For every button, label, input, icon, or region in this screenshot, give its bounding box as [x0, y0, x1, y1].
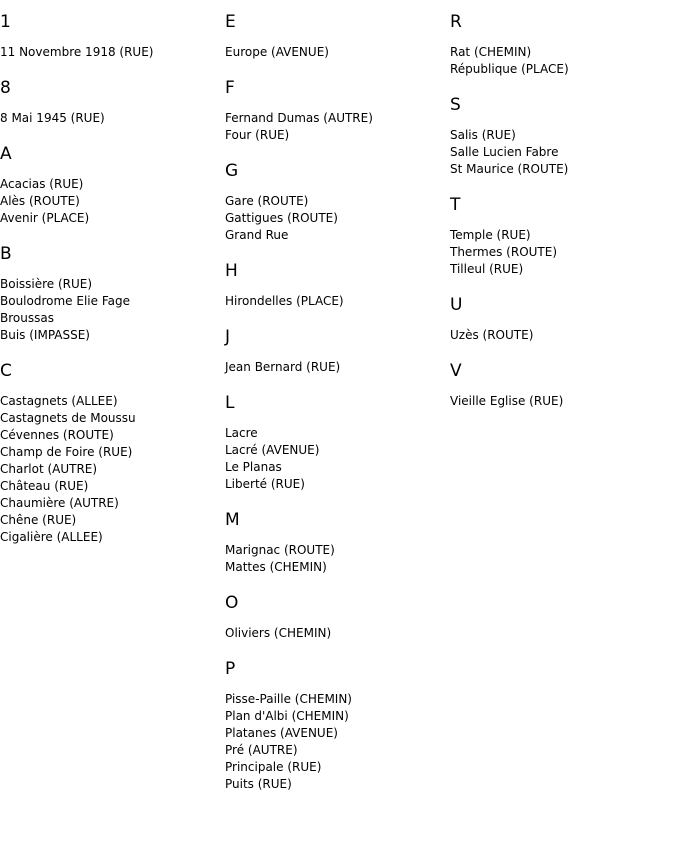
- letter-section: [450, 195, 675, 278]
- street-link[interactable]: Cévennes (ROUTE): [0, 428, 114, 442]
- street-link[interactable]: Buis (IMPASSE): [0, 328, 90, 342]
- street-link[interactable]: Champ de Foire (RUE): [0, 445, 133, 459]
- section-letter-heading: V: [450, 361, 462, 381]
- street-link[interactable]: Four (RUE): [225, 128, 290, 142]
- street-list: [225, 293, 450, 310]
- street-list: [450, 327, 675, 344]
- section-letter-heading: A: [0, 144, 12, 164]
- section-letter-heading: B: [0, 244, 12, 264]
- street-link[interactable]: Castagnets de Moussu: [0, 411, 136, 425]
- street-column-2: [225, 12, 450, 810]
- street-list: [225, 625, 450, 642]
- street-link[interactable]: Europe (AVENUE): [225, 45, 329, 59]
- street-list: [225, 425, 450, 493]
- street-list: [225, 110, 450, 144]
- street-link[interactable]: Lacre: [225, 426, 258, 440]
- street-link[interactable]: Fernand Dumas (AUTRE): [225, 111, 373, 125]
- letter-section: [0, 244, 225, 344]
- street-link[interactable]: Liberté (RUE): [225, 477, 305, 491]
- letter-section: [0, 361, 225, 546]
- section-letter-heading: J: [225, 327, 231, 347]
- section-letter-heading: H: [225, 261, 238, 281]
- letter-section: [225, 393, 450, 493]
- letter-section: [225, 12, 450, 61]
- street-link[interactable]: Thermes (ROUTE): [450, 245, 558, 259]
- street-link[interactable]: Gare (ROUTE): [225, 194, 309, 208]
- street-link[interactable]: Oliviers (CHEMIN): [225, 626, 332, 640]
- street-link[interactable]: Salle Lucien Fabre: [450, 145, 559, 159]
- letter-section: [225, 78, 450, 144]
- street-link[interactable]: Jean Bernard (RUE): [225, 360, 341, 374]
- section-letter-heading: O: [225, 593, 239, 613]
- street-list: [0, 176, 225, 227]
- letter-section: [0, 144, 225, 227]
- section-letter-heading: P: [225, 659, 236, 679]
- street-link[interactable]: Rat (CHEMIN): [450, 45, 532, 59]
- section-letter-heading: U: [450, 295, 463, 315]
- street-link[interactable]: St Maurice (ROUTE): [450, 162, 569, 176]
- street-link[interactable]: Uzès (ROUTE): [450, 328, 534, 342]
- street-column-3: [450, 12, 675, 427]
- street-list: [450, 227, 675, 278]
- letter-section: [450, 361, 675, 410]
- street-list: [0, 393, 225, 546]
- letter-section: [225, 510, 450, 576]
- section-letter-heading: 8: [0, 78, 11, 98]
- letter-section: [450, 95, 675, 178]
- street-link[interactable]: Boissière (RUE): [0, 277, 93, 291]
- section-letter-heading: E: [225, 12, 236, 32]
- street-link[interactable]: Vieille Eglise (RUE): [450, 394, 564, 408]
- street-link[interactable]: Castagnets (ALLEE): [0, 394, 118, 408]
- street-link[interactable]: Lacré (AVENUE): [225, 443, 320, 457]
- street-link[interactable]: Acacias (RUE): [0, 177, 84, 191]
- street-link[interactable]: Platanes (AVENUE): [225, 726, 338, 740]
- street-list: [225, 542, 450, 576]
- street-link[interactable]: Gattigues (ROUTE): [225, 211, 338, 225]
- section-letter-heading: C: [0, 361, 12, 381]
- street-list: [0, 44, 225, 61]
- street-link[interactable]: Hirondelles (PLACE): [225, 294, 344, 308]
- street-link[interactable]: 8 Mai 1945 (RUE): [0, 111, 105, 125]
- street-link[interactable]: Temple (RUE): [450, 228, 531, 242]
- street-link[interactable]: Cigalière (ALLEE): [0, 530, 103, 544]
- street-link[interactable]: Salis (RUE): [450, 128, 516, 142]
- street-link[interactable]: Avenir (PLACE): [0, 211, 90, 225]
- street-link[interactable]: Boulodrome Elie Fage: [0, 294, 130, 308]
- street-link[interactable]: Grand Rue: [225, 228, 289, 242]
- street-link[interactable]: 11 Novembre 1918 (RUE): [0, 45, 154, 59]
- street-link[interactable]: Puits (RUE): [225, 777, 292, 791]
- street-list: [225, 691, 450, 793]
- street-list: [0, 110, 225, 127]
- letter-section: [0, 12, 225, 61]
- street-list: [225, 44, 450, 61]
- street-link[interactable]: Chaumière (AUTRE): [0, 496, 119, 510]
- street-list: [0, 276, 225, 344]
- street-list: [225, 193, 450, 244]
- street-link[interactable]: Plan d'Albi (CHEMIN): [225, 709, 349, 723]
- section-letter-heading: M: [225, 510, 240, 530]
- street-link[interactable]: Château (RUE): [0, 479, 89, 493]
- street-list: [225, 359, 450, 376]
- street-link[interactable]: République (PLACE): [450, 62, 569, 76]
- street-list: [450, 44, 675, 78]
- street-column-1: [0, 12, 225, 563]
- street-link[interactable]: Pré (AUTRE): [225, 743, 298, 757]
- section-letter-heading: 1: [0, 12, 11, 32]
- letter-section: [225, 161, 450, 244]
- street-link[interactable]: Charlot (AUTRE): [0, 462, 98, 476]
- street-link[interactable]: Broussas: [0, 311, 54, 325]
- section-letter-heading: R: [450, 12, 462, 32]
- section-letter-heading: F: [225, 78, 235, 98]
- street-list: [450, 127, 675, 178]
- street-list: [450, 393, 675, 410]
- letter-section: [225, 261, 450, 310]
- letter-section: [450, 295, 675, 344]
- section-letter-heading: L: [225, 393, 235, 413]
- letter-section: [225, 327, 450, 376]
- street-link[interactable]: Le Planas: [225, 460, 282, 474]
- letter-section: [0, 78, 225, 127]
- section-letter-heading: T: [450, 195, 461, 215]
- street-link[interactable]: Mattes (CHEMIN): [225, 560, 327, 574]
- street-link[interactable]: Pisse-Paille (CHEMIN): [225, 692, 352, 706]
- letter-section: [225, 659, 450, 793]
- street-link[interactable]: Principale (RUE): [225, 760, 322, 774]
- street-link[interactable]: Marignac (ROUTE): [225, 543, 335, 557]
- street-link[interactable]: Chêne (RUE): [0, 513, 77, 527]
- letter-section: [450, 12, 675, 78]
- section-letter-heading: S: [450, 95, 461, 115]
- street-link[interactable]: Alès (ROUTE): [0, 194, 80, 208]
- letter-section: [225, 593, 450, 642]
- section-letter-heading: G: [225, 161, 239, 181]
- street-link[interactable]: Tilleul (RUE): [450, 262, 524, 276]
